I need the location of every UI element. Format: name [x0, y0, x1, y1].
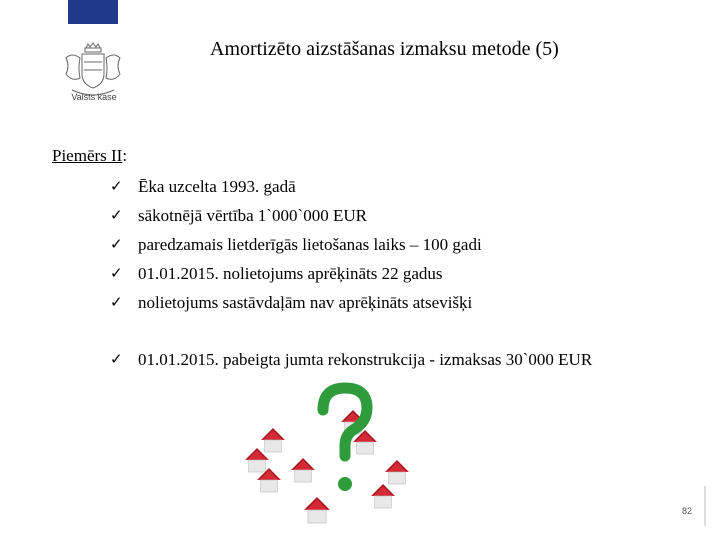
- heading-label: Piemērs II: [52, 146, 123, 165]
- bullet-text: Ēka uzcelta 1993. gadā: [138, 177, 296, 196]
- checkmark-icon: ✓: [110, 235, 123, 253]
- house-icon: [371, 484, 395, 508]
- list-item: [110, 172, 482, 201]
- list-item: [110, 230, 482, 259]
- house-icon: [385, 460, 409, 484]
- section-heading: [52, 146, 127, 166]
- checkmark-icon: ✓: [110, 293, 123, 311]
- house-icon: [304, 497, 330, 523]
- house-icon: [261, 428, 285, 452]
- bullet-text: paredzamais lietderīgās lietošanas laiks – 100 gadi: [138, 235, 482, 254]
- checkmark-icon: ✓: [110, 350, 123, 368]
- page-edge: [704, 486, 706, 526]
- extra-bullet: [110, 345, 592, 374]
- list-item: [110, 259, 482, 288]
- bullet-text: 01.01.2015. nolietojums aprēķināts 22 gadus: [138, 264, 443, 283]
- page-number: 82: [681, 506, 692, 516]
- checkmark-icon: ✓: [110, 177, 123, 195]
- bullet-list: [110, 172, 482, 317]
- list-item: [110, 288, 482, 317]
- houses-question-illustration: [225, 380, 425, 540]
- bullet-text: nolietojums sastāvdaļām nav aprēķināts atsevišķi: [138, 293, 473, 312]
- bullet-text: sākotnējā vērtība 1`000`000 EUR: [138, 206, 367, 225]
- checkmark-icon: ✓: [110, 264, 123, 282]
- checkmark-icon: ✓: [110, 206, 123, 224]
- heading-suffix: :: [122, 146, 128, 165]
- house-icon: [291, 458, 315, 482]
- bullet-text: 01.01.2015. pabeigta jumta rekonstrukcija - izmaksas 30`000 EUR: [138, 350, 593, 369]
- brand-bar: [68, 0, 118, 24]
- list-item: [110, 201, 482, 230]
- logo-caption: Valsts kase: [71, 92, 117, 102]
- slide-title: Amortizēto aizstāšanas izmaksu metode (5): [210, 38, 559, 60]
